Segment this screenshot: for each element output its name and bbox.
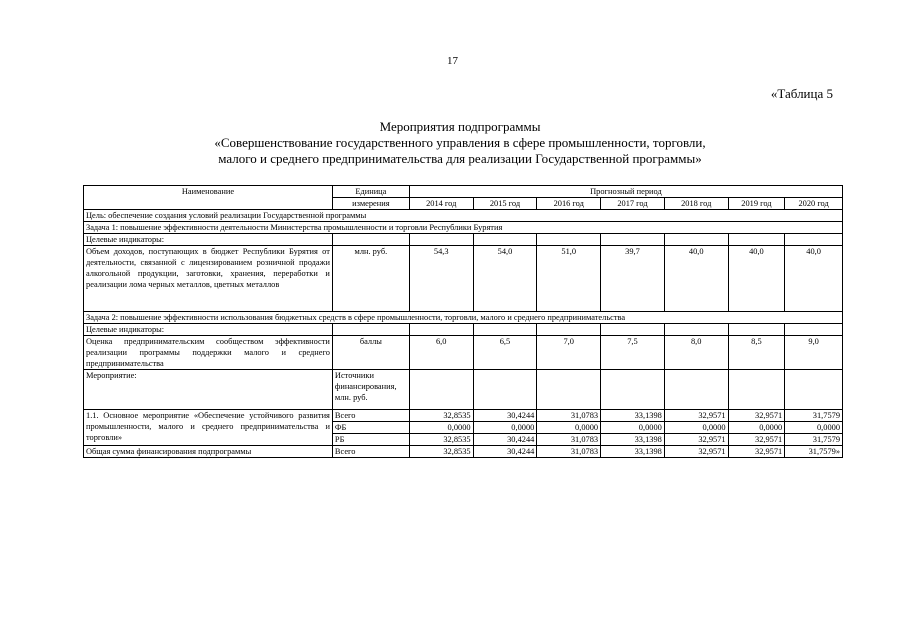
- subprogram-measures-table: [83, 185, 843, 458]
- total-value: 30,4244: [473, 446, 537, 458]
- total-source: Всего: [332, 446, 409, 458]
- task2-row: [84, 312, 843, 324]
- header-unit-line1: Единица: [332, 186, 409, 198]
- measure-name: 1.1. Основное мероприятие «Обеспечение устойчивого развития промышленности, малого и среднего предпринимательства и торговли»: [84, 410, 333, 446]
- indicator2-value: 7,0: [537, 336, 601, 370]
- total-name: Общая сумма финансирования подпрограммы: [84, 446, 333, 458]
- indicator2-value: 8,5: [728, 336, 785, 370]
- finance-value: 0,0000: [473, 422, 537, 434]
- indicators-label-row: [84, 324, 843, 336]
- finance-value: 32,9571: [728, 434, 785, 446]
- measure-row: [84, 410, 843, 422]
- finance-value: 0,0000: [601, 422, 665, 434]
- indicator1-value: 40,0: [664, 246, 728, 312]
- total-value: 32,8535: [409, 446, 473, 458]
- header-name: Наименование: [84, 186, 333, 210]
- task1-text: Задача 1: повышение эффективности деятельности Министерства промышленности и торговли Республики Бурятия: [84, 222, 843, 234]
- header-forecast: Прогнозный период: [409, 186, 842, 198]
- document-title: [120, 119, 800, 167]
- indicators-label: Целевые индикаторы:: [84, 324, 333, 336]
- goal-text: Цель: обеспечение создания условий реализации Государственной программы: [84, 210, 843, 222]
- indicator2-row: [84, 336, 843, 370]
- table-label: «Таблица 5: [770, 86, 833, 101]
- indicator1-name: Объем доходов, поступающих в бюджет Республики Бурятия от деятельности, связанной с лицензированием розничной продажи алкогольной продукции, заготовки, хранения, переработки и реализации лома черных металлов, цветных металлов: [84, 246, 333, 312]
- finance-value: 32,9571: [728, 410, 785, 422]
- header-year: 2019 год: [728, 198, 785, 210]
- indicator1-value: 40,0: [728, 246, 785, 312]
- indicator1-row: [84, 246, 843, 312]
- finance-value: 30,4244: [473, 410, 537, 422]
- indicator1-value: 51,0: [537, 246, 601, 312]
- finance-value: 32,8535: [409, 434, 473, 446]
- finance-value: 31,7579: [785, 434, 843, 446]
- total-value: 32,9571: [664, 446, 728, 458]
- total-value: 31,7579»: [785, 446, 843, 458]
- header-year: 2014 год: [409, 198, 473, 210]
- indicator2-value: 8,0: [664, 336, 728, 370]
- finance-value: 32,9571: [664, 410, 728, 422]
- indicator1-value: 54,0: [473, 246, 537, 312]
- total-row: [84, 446, 843, 458]
- indicator2-value: 6,0: [409, 336, 473, 370]
- finance-value: 33,1398: [601, 410, 665, 422]
- header-row-1: [84, 186, 843, 198]
- page-number: 17: [447, 55, 458, 67]
- finance-value: 30,4244: [473, 434, 537, 446]
- finance-value: 31,0783: [537, 410, 601, 422]
- source-cell: Всего: [332, 410, 409, 422]
- indicator1-unit: млн. руб.: [332, 246, 409, 312]
- indicator2-unit: баллы: [332, 336, 409, 370]
- header-year: 2018 год: [664, 198, 728, 210]
- finance-value: 31,7579: [785, 410, 843, 422]
- title-line-2: «Совершенствование государственного управления в сфере промышленности, торговли,: [214, 135, 706, 150]
- finance-value: 31,0783: [537, 434, 601, 446]
- indicator2-value: 7,5: [601, 336, 665, 370]
- measure-header-row: [84, 370, 843, 410]
- finance-value: 0,0000: [785, 422, 843, 434]
- header-year: 2020 год: [785, 198, 843, 210]
- finance-value: 0,0000: [409, 422, 473, 434]
- total-value: 33,1398: [601, 446, 665, 458]
- finance-value: 0,0000: [728, 422, 785, 434]
- indicator1-value: 54,3: [409, 246, 473, 312]
- goal-row: [84, 210, 843, 222]
- indicators-label: Целевые индикаторы:: [84, 234, 333, 246]
- header-unit-line2: измерения: [332, 198, 409, 210]
- indicators-label-row: [84, 234, 843, 246]
- measure-label: Мероприятие:: [84, 370, 333, 410]
- finance-value: 0,0000: [537, 422, 601, 434]
- sources-label: Источники финансирования, млн. руб.: [332, 370, 409, 410]
- task2-text: Задача 2: повышение эффективности использования бюджетных средств в сфере промышленности, торговли, малого и среднего предпринимательства: [84, 312, 843, 324]
- header-year: 2017 год: [601, 198, 665, 210]
- header-year: 2015 год: [473, 198, 537, 210]
- indicator2-name: Оценка предпринимательским сообществом эффективности реализации программы поддержки малого и среднего предпринимательства: [84, 336, 333, 370]
- indicator1-value: 40,0: [785, 246, 843, 312]
- source-cell: ФБ: [332, 422, 409, 434]
- finance-value: 33,1398: [601, 434, 665, 446]
- indicator2-value: 9,0: [785, 336, 843, 370]
- finance-value: 32,8535: [409, 410, 473, 422]
- total-value: 31,0783: [537, 446, 601, 458]
- finance-value: 0,0000: [664, 422, 728, 434]
- title-line-3: малого и среднего предпринимательства для реализации Государственной программы»: [218, 151, 702, 166]
- indicator2-value: 6,5: [473, 336, 537, 370]
- indicator1-value: 39,7: [601, 246, 665, 312]
- source-cell: РБ: [332, 434, 409, 446]
- total-value: 32,9571: [728, 446, 785, 458]
- header-year: 2016 год: [537, 198, 601, 210]
- task1-row: [84, 222, 843, 234]
- finance-value: 32,9571: [664, 434, 728, 446]
- title-line-1: Мероприятия подпрограммы: [379, 119, 541, 134]
